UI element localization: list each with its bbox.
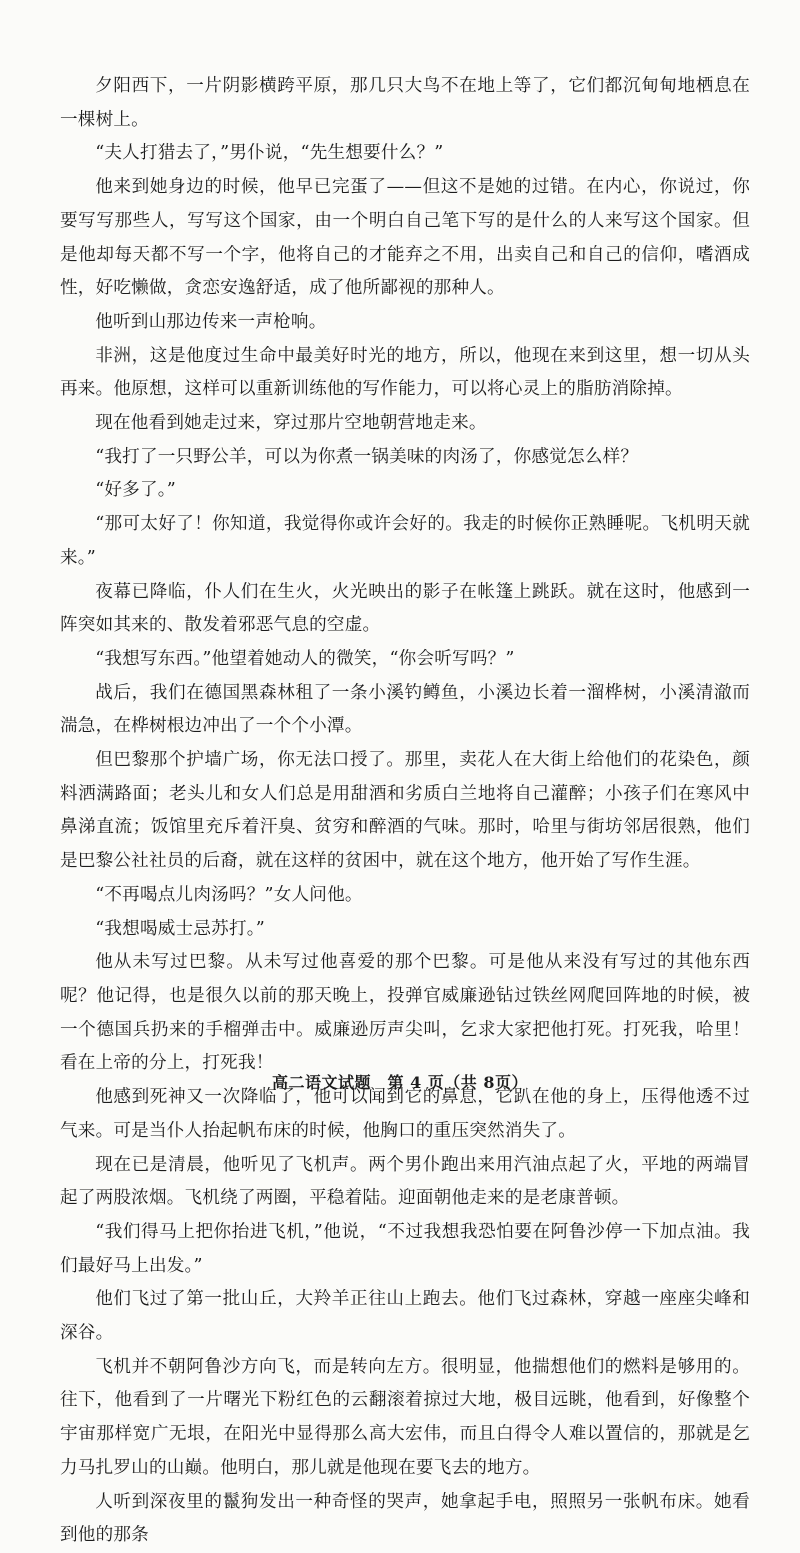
paragraph: 但巴黎那个护墙广场，你无法口授了。那里，卖花人在大街上给他们的花染色，颜料洒满路面；老头儿和女人们总是用甜酒和劣质白兰地将自己灌醉；小孩子们在寒风中鼻涕直流；饭馆里充斥着汗臭、贫穷和醉酒的气味。那时，哈里与街坊邻居很熟，他们是巴黎公社社员的后裔，就在这样的贫困中，就在这个地方，他开始了写作生涯。 (60, 750, 750, 872)
paragraph: “好多了。” (95, 480, 176, 501)
paragraph: “那可太好了！你知道，我觉得你或许会好的。我走的时候你正熟睡呢。飞机明天就来。” (60, 514, 750, 568)
story-text (60, 70, 750, 1553)
paragraph: 现在已是清晨，他听见了飞机声。两个男仆跑出来用汽油点起了火，平地的两端冒起了两股浓烟。飞机绕了两圈，平稳着陆。迎面朝他走来的是老康普顿。 (60, 1154, 750, 1209)
page-footer: 高二语文试题 第 4 页（共 8页） (272, 1073, 528, 1092)
paragraph: 夜幕已降临，仆人们在生火，火光映出的影子在帐篷上跳跃。就在这时，他感到一阵突如其来的、散发着邪恶气息的空虚。 (60, 581, 750, 636)
paragraph: 现在他看到她走过来，穿过那片空地朝营地走来。 (95, 413, 487, 434)
paragraph: 他从未写过巴黎。从未写过他喜爱的那个巴黎。可是他从来没有写过的其他东西呢？他记得，也是很久以前的那天晚上，投弹官威廉逊钻过铁丝网爬回阵地的时候，被一个德国兵扔来的手榴弹击中。威廉逊厉声尖叫，乞求大家把他打死。打死我，哈里！看在上帝的分上，打死我！ (60, 952, 750, 1074)
paragraph: “我想写东西。”他望着她动人的微笑，“你会听写吗？” (95, 648, 515, 669)
paragraph: 非洲，这是他度过生命中最美好时光的地方，所以，他现在来到这里，想一切从头再来。他原想，这样可以重新训练他的写作能力，可以将心灵上的脂肪消除掉。 (60, 345, 750, 400)
paragraph: “我想喝威士忌苏打。” (95, 918, 265, 939)
paragraph: 夕阳西下，一片阴影横跨平原，那几只大鸟不在地上等了，它们都沉甸甸地栖息在一棵树上。 (60, 76, 750, 130)
paragraph: “我们得马上把你抬进飞机，”他说，“不过我想我恐怕要在阿鲁沙停一下加点油。我们最好马上出发。” (60, 1221, 750, 1276)
paragraph: 他们飞过了第一批山丘，大羚羊正往山上跑去。他们飞过森林，穿越一座座尖峰和深谷。 (60, 1289, 750, 1344)
paragraph: 他听到山那边传来一声枪响。 (95, 311, 327, 332)
paragraph: 他感到死神又一次降临了，他可以闻到它的鼻息，它趴在他的身上，压得他透不过气来。可是当仆人抬起帆布床的时候，他胸口的重压突然消失了。 (60, 1087, 750, 1141)
paragraph: 他来到她身边的时候，他早已完蛋了——但这不是她的过错。在内心，你说过，你要写写那些人，写写这个国家，由一个明白自己笔下写的是什么的人来写这个国家。但是他却每天都不写一个字，他将自己的才能弃之不用，出卖自己和自己的信仰，嗜酒成性，好吃懒做，贪恋安逸舒适，成了他所鄙视的那种人。 (60, 177, 750, 299)
paragraph: 人听到深夜里的鬣狗发出一种奇怪的哭声，她拿起手电，照照另一张帆布床。她看到他的那条 (60, 1491, 750, 1546)
paragraph: “不再喝点儿肉汤吗？”女人问他。 (95, 884, 363, 905)
paragraph: 战后，我们在德国黑森林租了一条小溪钓鳟鱼，小溪边长着一溜桦树，小溪清澈而湍急，在桦树根边冲出了一个个小潭。 (60, 682, 750, 737)
paragraph: 飞机并不朝阿鲁沙方向飞，而是转向左方。很明显，他揣想他们的燃料是够用的。往下，他看到了一片曙光下粉红色的云翻滚着掠过大地，极目远眺，他看到，好像整个宇宙那样宽广无垠，在阳光中显得那么高大宏伟，而且白得令人难以置信的，那就是乞力马扎罗山的山巅。他明白，那儿就是他现在要飞去的地方。 (60, 1356, 750, 1478)
paragraph: “我打了一只野公羊，可以为你煮一锅美味的肉汤了，你感觉怎么样？ (95, 446, 639, 467)
paragraph: “夫人打猎去了，”男仆说，“先生想要什么？” (95, 143, 444, 164)
